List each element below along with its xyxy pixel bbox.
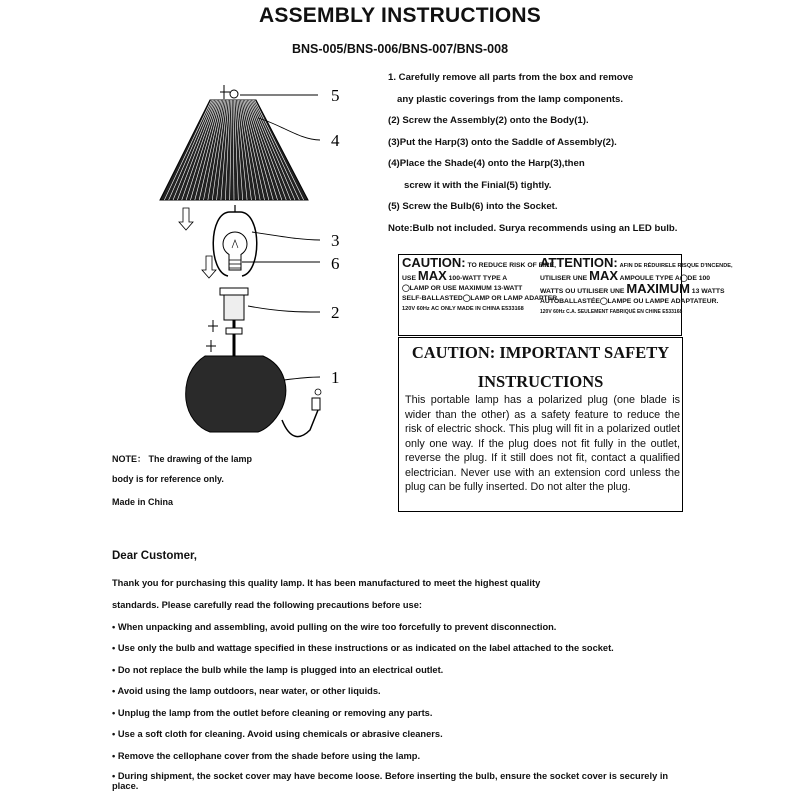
label-text: LAMP OR USE MAXIMUM 13-WATT [409,285,523,292]
down-arrow-icon [179,208,193,230]
bulb-icon: ◯ [679,275,688,282]
attention-word: ATTENTION: [540,255,618,270]
bulb-icon: ◯ [599,298,608,305]
label-text: SELF-BALLASTED [402,295,463,302]
precaution-item: • Unplug the lamp from the outlet before cleaning or removing any parts. [112,708,433,718]
label-text: LAMPE OU LAMPE ADAPTATEUR. [607,298,719,305]
step-line: (5) Screw the Bulb(6) into the Socket. [388,201,558,212]
page-title: ASSEMBLY INSTRUCTIONS [259,4,541,27]
precaution-item: • Avoid using the lamp outdoors, near water, or other liquids. [112,686,381,696]
precaution-item: • Use only the bulb and wattage specified in these instructions or as indicated on the label attached to the socket. [112,643,614,653]
callout-2: 2 [331,303,340,322]
precaution-item: • When unpacking and assembling, avoid pulling on the wire too forcefully to prevent disconnection. [112,622,557,632]
label-text: LAMP OR LAMP ADAPTER. [470,295,560,302]
callout-6: 6 [331,254,340,273]
polarized-plug-caution [398,337,683,512]
assembly-steps [388,72,698,235]
label-text: 13 WATTS [691,288,725,295]
step-line: 1. Carefully remove all parts from the box and remove [388,72,634,83]
label-text: TO REDUCE RISK OF FIRE, [467,262,557,269]
step-line: (2) Screw the Assembly(2) onto the Body(1). [388,115,589,126]
diagram-note-1: NOTE： The drawing of the lamp [112,454,253,464]
label-text: E533168 [662,309,683,315]
label-text: AMPOULE TYPE A [619,275,680,282]
bulb-part [223,232,247,270]
label-text: E533168 [501,306,524,312]
greeting: Dear Customer, [112,550,198,562]
made-in-china: Made in China [112,497,174,507]
precaution-item: • Use a soft cloth for cleaning. Avoid using chemicals or abrasive cleaners. [112,729,443,739]
lamp-body-part [186,340,321,437]
step-line: any plastic coverings from the lamp components. [397,93,624,105]
label-text: MAX [417,268,447,283]
label-text: AUTOBALLASTÉE [540,298,600,305]
step-line: (3)Put the Harp(3) onto the Saddle of Assembly(2). [388,136,617,148]
label-english [402,255,560,314]
label-text: 120V 60Hz C.A. SEULEMENT FABRIQUÉ EN CHINE [540,309,661,315]
bulb-icon: ◯ [402,285,410,292]
label-text: WATTS OU UTILISER UNE [540,288,625,295]
precaution-item: • During shipment, the socket cover may have become loose. Before inserting the bulb, ensure the socket cover is securely in place. [112,771,669,791]
label-text: USE [402,275,416,282]
precaution-item: • Remove the cellophane cover from the shade before using the lamp. [112,751,421,761]
label-text: 120V 60Hz AC ONLY MADE IN CHINA [402,306,500,312]
callout-4: 4 [331,131,340,150]
caution-subheading: INSTRUCTIONS [477,372,604,391]
caution-heading: CAUTION: IMPORTANT SAFETY [411,343,670,362]
diagram-note-2: body is for reference only. [112,474,224,484]
caution-word: CAUTION: [402,255,466,270]
finial-part [220,85,238,99]
label-text: 100-WATT TYPE A [448,275,508,282]
model-numbers: BNS-005/BNS-006/BNS-007/BNS-008 [291,42,509,56]
callout-3: 3 [331,231,340,250]
label-french [540,255,733,317]
callout-5: 5 [331,86,340,105]
label-text: DE 100 [687,275,711,282]
precaution-item: • Do not replace the bulb while the lamp is plugged into an electrical outlet. [112,665,444,675]
callout-1: 1 [331,368,340,387]
label-text: UTILISER UNE [540,275,588,282]
down-arrow-icon [202,256,216,278]
shade-part [160,100,308,200]
intro-line: Thank you for purchasing this quality lamp. It has been manufactured to meet the highest quality [112,578,541,588]
label-text: AFIN DE RÉDUIRELE RISQUE D'INCENDE, [619,263,733,269]
socket-assembly-part [208,288,248,345]
caution-body: This portable lamp has a polarized plug (one blade is wider than the other) as a safety feature to reduce the risk of electric shock. This plug will fit in a polarized outlet only one way. If the plug does not fit fully in the outlet, reverse the plug. If it still does not fit, contact a qualified electrician. Never use with an extension cord unless the plug can be fully inserted. Do not alter the plug. [405,394,680,493]
wattage-caution-label [398,254,733,336]
label-text: MAX [589,268,618,283]
bulb-icon: ◯ [462,295,471,302]
step-line: screw it with the Finial(5) tightly. [404,179,552,191]
step-line: (4)Place the Shade(4) onto the Harp(3),then [388,158,585,169]
label-text: MAXIMUM [626,281,690,296]
intro-line: standards. Please carefully read the following precautions before use: [112,600,422,610]
bulb-note: Note:Bulb not included. Surya recommends using an LED bulb. [388,222,678,234]
